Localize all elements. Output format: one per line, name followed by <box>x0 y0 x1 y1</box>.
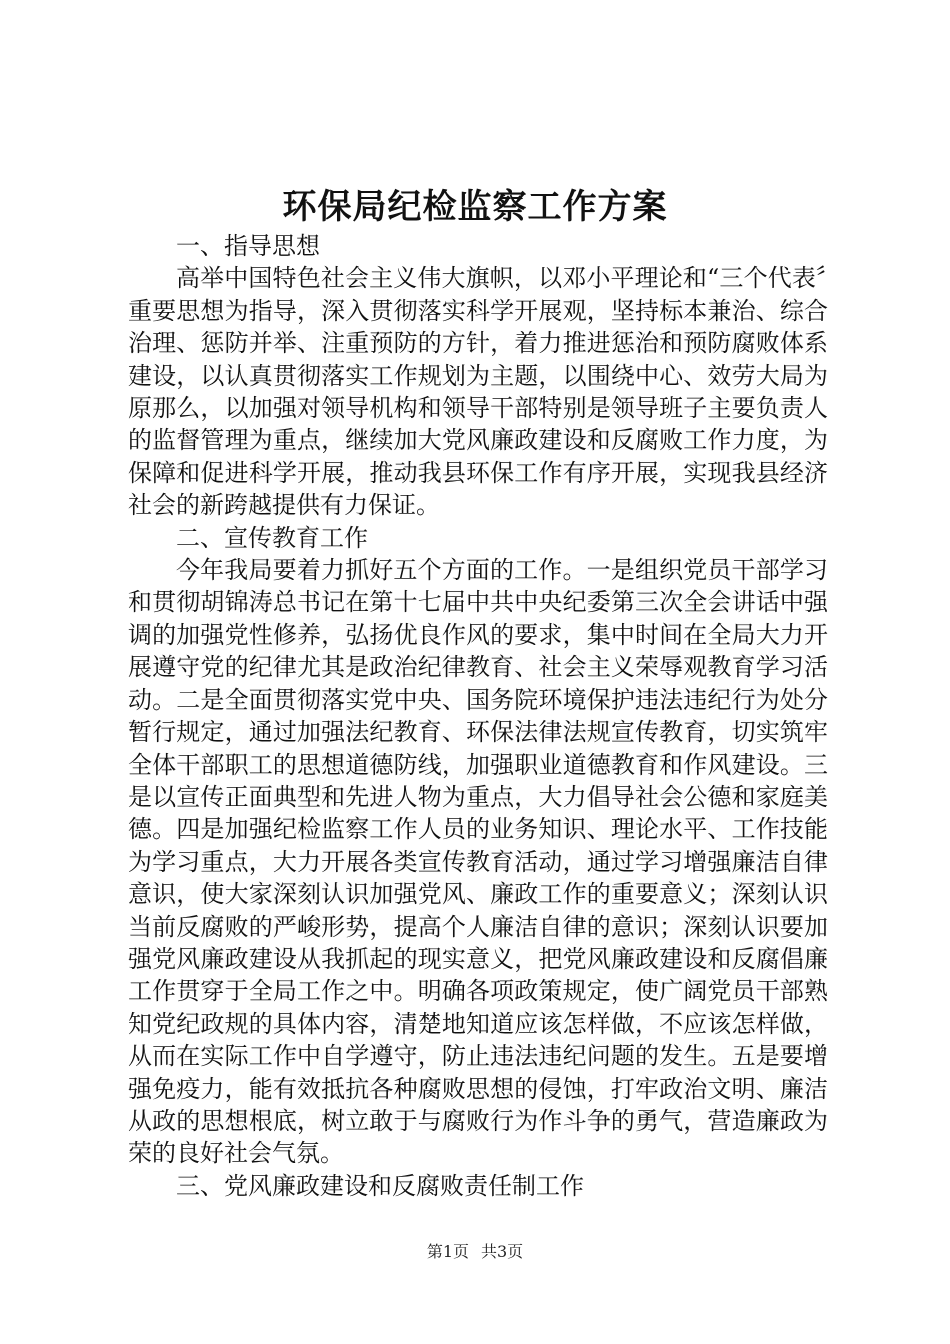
page-footer <box>0 1241 950 1263</box>
section-heading: 二、宣传教育工作 <box>176 523 368 552</box>
page-number: 第1页 <box>426 1242 469 1261</box>
section-heading: 三、党风廉政建设和反腐败责任制工作 <box>176 1171 584 1200</box>
paragraph: 今年我局要着力抓好五个方面的工作。一是组织党员干部学习和贯彻胡锦涛总书记在第十七届中共中央纪委第三次全会讲话中强调的加强党性修养，弘扬优良作风的要求，集中时间在全局大力开展遵守党的纪律尤其是政治纪律教育、社会主义荣辱观教育学习活动。二是全面贯彻落实党中央、国务院环境保护违法违纪行为处分暂行规定，通过加强法纪教育、环保法律法规宣传教育，切实筑牢全体干部职工的思想道德防线，加强职业道德教育和作风建设。三是以宣传正面典型和先进人物为重点，大力倡导社会公德和家庭美德。四是加强纪检监察工作人员的业务知识、理论水平、工作技能为学习重点，大力开展各类宣传教育活动，通过学习增强廉洁自律意识，使大家深刻认识加强党风、廉政工作的重要意义；深刻认识当前反腐败的严峻形势，提高个人廉洁自律的意识；深刻认识要加强党风廉政建设从我抓起的现实意义，把党风廉政建设和反腐倡廉工作贯穿于全局工作之中。明确各项政策规定，使广阔党员干部熟知党纪政规的具体内容，清楚地知道应该怎样做，不应该怎样做，从而在实际工作中自学遵守，防止违法违纪问题的发生。五是要增强免疫力，能有效抵抗各种腐败思想的侵蚀，打牢政治文明、廉洁从政的思想根底，树立敢于与腐败行为作斗争的勇气，营造廉政为荣的良好社会气氛。 <box>128 556 828 1168</box>
page-total: 共3页 <box>481 1242 524 1261</box>
document-title: 环保局纪检监察工作方案 <box>282 187 668 227</box>
document-body <box>128 230 828 1202</box>
section-heading: 一、指导思想 <box>176 232 320 260</box>
paragraph: 高举中国特色社会主义伟大旗帜，以邓小平理论和“三个代表〞重要思想为指导，深入贯彻落实科学开展观，坚持标本兼治、综合治理、惩防并举、注重预防的方针，着力推进惩治和预防腐败体系建设，以认真贯彻落实工作规划为主题，以围绕中心、效劳大局为原那么，以加强对领导机构和领导干部特别是领导班子主要负责人的监督管理为重点，继续加大党风廉政建设和反腐败工作力度，为保障和促进科学开展，推动我县环保工作有序开展，实现我县经济社会的新跨越提供有力保证。 <box>128 264 828 520</box>
